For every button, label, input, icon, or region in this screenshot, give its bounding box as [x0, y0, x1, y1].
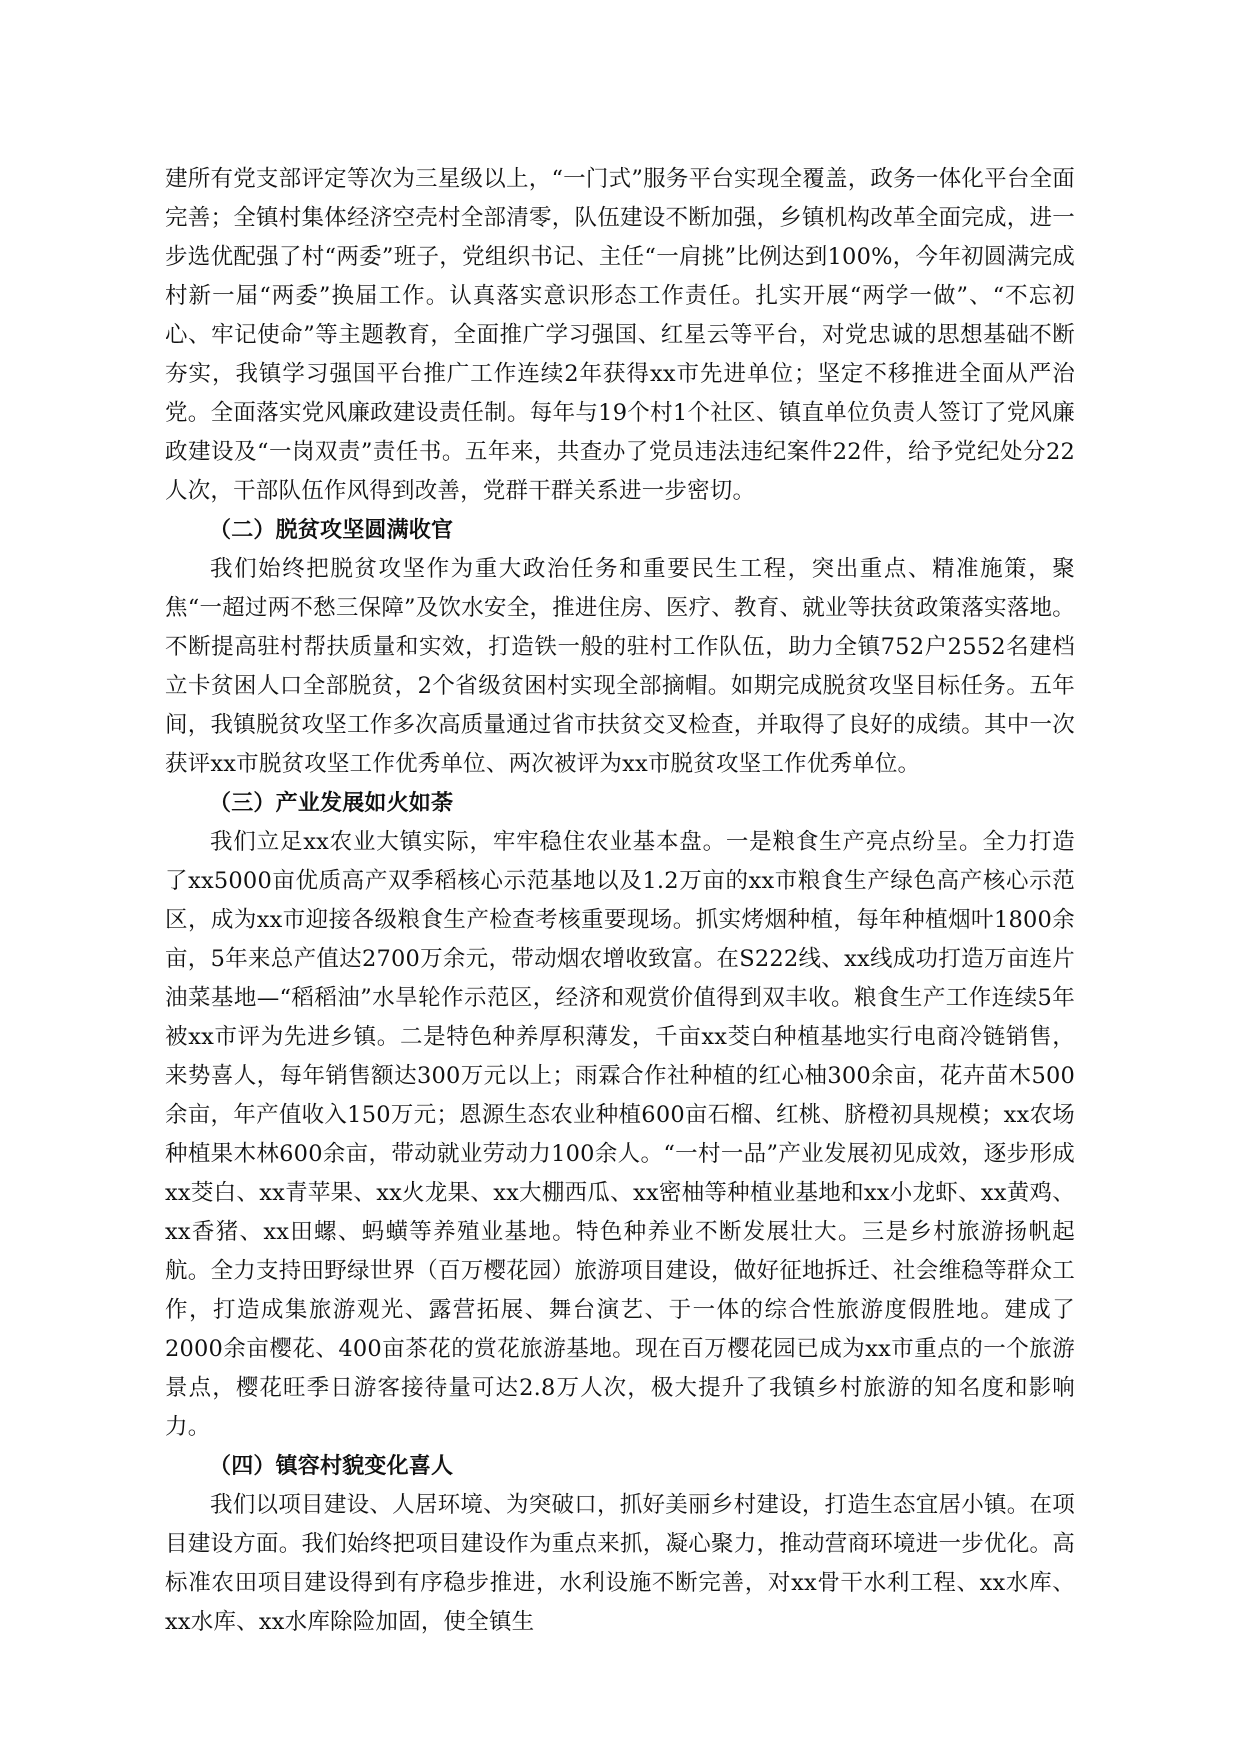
document-body: [165, 160, 1075, 1642]
paragraph-industry-development: 我们立足xx农业大镇实际，牢牢稳住农业基本盘。一是粮食生产亮点纷呈。全力打造了xx5000亩优质高产双季稻核心示范基地以及1.2万亩的xx市粮食生产绿色高产核心示范区，成为xx市迎接各级粮食生产检查考核重要现场。抓实烤烟种植，每年种植烟叶1800余亩，5年来总产值达2700万余元，带动烟农增收致富。在S222线、xx线成功打造万亩连片油菜基地—“稻稻油”水旱轮作示范区，经济和观赏价值得到双丰收。粮食生产工作连续5年被xx市评为先进乡镇。二是特色种养厚积薄发，千亩xx茭白种植基地实行电商冷链销售，来势喜人，每年销售额达300万元以上；雨霖合作社种植的红心柚300余亩，花卉苗木500余亩，年产值收入150万元；恩源生态农业种植600亩石榴、红桃、脐橙初具规模；xx农场种植果木林600余亩，带动就业劳动力100余人。“一村一品”产业发展初见成效，逐步形成xx茭白、xx青苹果、xx火龙果、xx大棚西瓜、xx密柚等种植业基地和xx小龙虾、xx黄鸡、xx香猪、xx田螺、蚂蟥等养殖业基地。特色种养业不断发展壮大。三是乡村旅游扬帆起航。全力支持田野绿世界（百万樱花园）旅游项目建设，做好征地拆迁、社会维稳等群众工作，打造成集旅游观光、露营拓展、舞台演艺、于一体的综合性旅游度假胜地。建成了2000余亩樱花、400亩茶花的赏花旅游基地。现在百万樱花园已成为xx市重点的一个旅游景点，樱花旺季日游客接待量可达2.8万人次，极大提升了我镇乡村旅游的知名度和影响力。: [165, 829, 1075, 1440]
paragraph-poverty-alleviation: 我们始终把脱贫攻坚作为重大政治任务和重要民生工程，突出重点、精准施策，聚焦“一超过两不愁三保障”及饮水安全，推进住房、医疗、教育、就业等扶贫政策落实落地。不断提高驻村帮扶质量和实效，打造铁一般的驻村工作队伍，助力全镇752户2552名建档立卡贫困人口全部脱贫，2个省级贫困村实现全部摘帽。如期完成脱贫攻坚目标任务。五年间，我镇脱贫攻坚工作多次高质量通过省市扶贫交叉检查，并取得了良好的成绩。其中一次获评xx市脱贫攻坚工作优秀单位、两次被评为xx市脱贫攻坚工作优秀单位。: [165, 556, 1075, 777]
paragraph-town-appearance: 我们以项目建设、人居环境、为突破口，抓好美丽乡村建设，打造生态宜居小镇。在项目建设方面。我们始终把项目建设作为重点来抓，凝心聚力，推动营商环境进一步优化。高标准农田项目建设得到有序稳步推进，水利设施不断完善，对xx骨干水利工程、xx水库、xx水库、xx水库除险加固，使全镇生: [165, 1492, 1075, 1635]
section-heading-town-appearance: （四）镇容村貌变化喜人: [209, 1454, 454, 1479]
paragraph-party-building: 建所有党支部评定等次为三星级以上，“一门式”服务平台实现全覆盖，政务一体化平台全面完善；全镇村集体经济空壳村全部清零，队伍建设不断加强，乡镇机构改革全面完成，进一步选优配强了村“两委”班子，党组织书记、主任“一肩挑”比例达到100%，今年初圆满完成村新一届“两委”换届工作。认真落实意识形态工作责任。扎实开展“两学一做”、“不忘初心、牢记使命”等主题教育，全面推广学习强国、红星云等平台，对党忠诚的思想基础不断夯实，我镇学习强国平台推广工作连续2年获得xx市先进单位；坚定不移推进全面从严治党。全面落实党风廉政建设责任制。每年与19个村1个社区、镇直单位负责人签订了党风廉政建设及“一岗双责”责任书。五年来，共查办了党员违法违纪案件22件，给予党纪处分22人次，干部队伍作风得到改善，党群干群关系进一步密切。: [165, 166, 1075, 504]
section-heading-industry-development: （三）产业发展如火如荼: [209, 791, 454, 816]
section-heading-poverty-alleviation: （二）脱贫攻坚圆满收官: [209, 518, 454, 543]
